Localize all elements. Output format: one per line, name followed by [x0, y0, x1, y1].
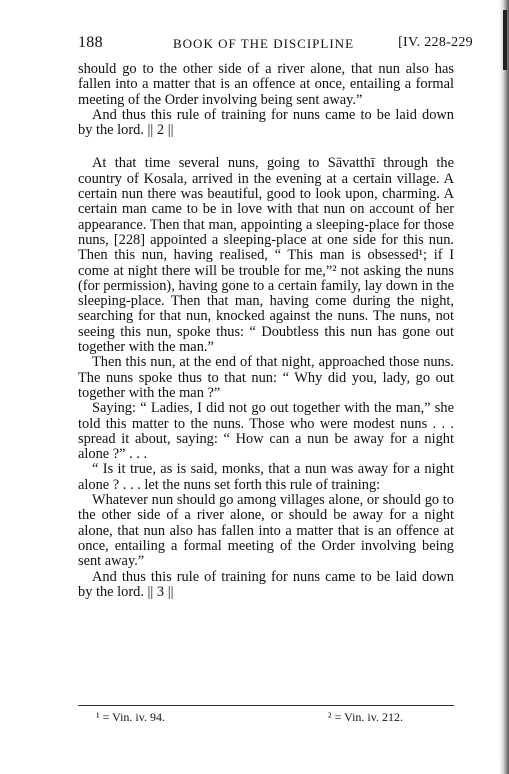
footnote-1: ¹ = Vin. iv. 94. [96, 710, 165, 724]
paragraph: And thus this rule of training for nuns came to be laid down by the lord. || 2 || [78, 106, 454, 139]
body-text [78, 62, 454, 600]
paragraph: Whatever nun should go among villages alone, or should go to the other side of a river alone, or should be away for a night alone, that nun also has fallen into a matter that is an offence at once, entailing a formal meeting of the Order involving being sent away.” [78, 492, 454, 570]
scan-edge-mark [503, 10, 507, 70]
paragraph: At that time several nuns, going to Sāvatthī through the country of Kosala, arrived in the evening at a certain village. A certain nun there was beautiful, good to look upon, charming. A certain man came to be in love with that nun on account of her appearance. Then that man, appointing a sleeping-place for those nuns, [228] appointed a sleeping-place at one side for this nun. Then this nun, having realised, “ This man is obsessed¹; if I come at night there will be trouble for me,”² not asking the nuns (for permission), having gone to a certain family, lay down in the sleeping-place. Then that man, having come during the night, searching for that nun, knocked against the nuns. The nuns, not seeing this nun, spoke thus: “ Doubtless this nun has gone out together with the man.” [78, 155, 454, 356]
page-number: 188 [78, 34, 103, 51]
paragraph: Saying: “ Ladies, I did not go out together with the man,” she told this matter to the nuns. Those who were modest nuns . . . spread it about, saying: “ How can a nun be away for a night alone ?” . . . [78, 400, 454, 463]
paragraph: Then this nun, at the end of that night, approached those nuns. The nuns spoke thus to that nun: “ Why did you, lady, go out together with the man ?” [78, 354, 454, 401]
running-title: BOOK OF THE DISCIPLINE [173, 36, 355, 51]
paragraph: “ Is it true, as is said, monks, that a nun was away for a night alone ? . . . let the nuns set forth this rule of training: [78, 461, 454, 493]
paragraph: And thus this rule of training for nuns came to be laid down by the lord. || 3 || [78, 568, 454, 600]
paragraph: should go to the other side of a river alone, that nun also has fallen into a matter that is an offence at once, entailing a formal meeting of the Order involving being sent away.” [78, 61, 454, 108]
footnotes [78, 705, 454, 724]
running-header [78, 34, 473, 54]
section-reference: [IV. 228-229 [398, 35, 473, 50]
scan-edge-shadow [499, 0, 509, 774]
footnote-2: ² = Vin. iv. 212. [328, 710, 403, 724]
